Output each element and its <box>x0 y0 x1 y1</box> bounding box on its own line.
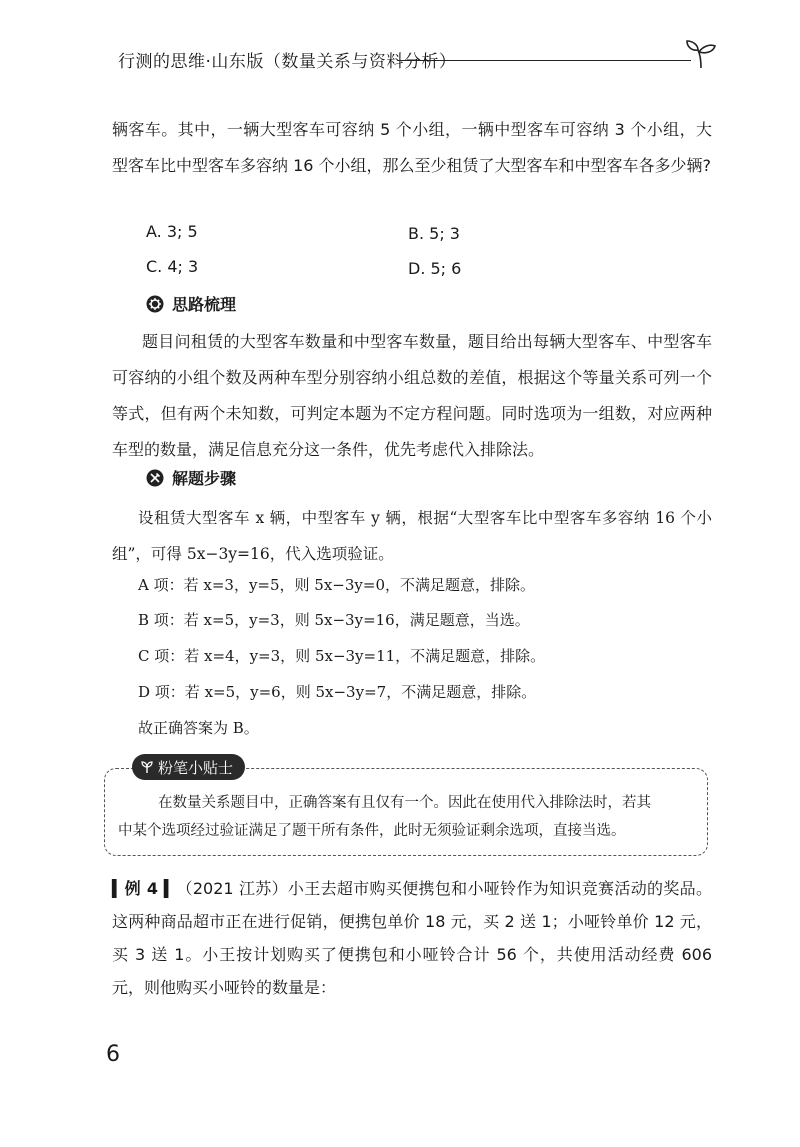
tip-label-text: 粉笔小贴士 <box>158 758 234 777</box>
tools-icon <box>146 469 164 487</box>
example-text: （2021 江苏）小王去超市购买便携包和小哑铃作为知识竞赛活动的奖品。这两种商品超市正在进行促销，便携包单价 18 元，买 2 送 1；小哑铃单价 12 元，买 3 送 1。小王按计划购买了便携包和小哑铃合计 56 个，共使用活动经费 606 元，则他购买小哑铃的数量是： <box>112 879 712 997</box>
tip-line-1: 在数量关系题目中，正确答案有且仅有一个。因此在使用代入排除法时，若其 <box>158 795 651 811</box>
solution-heading <box>146 466 236 489</box>
analysis-title: 思路梳理 <box>172 295 237 314</box>
page-number: 6 <box>106 1042 120 1067</box>
solution-title: 解题步骤 <box>172 469 237 488</box>
option-d: D. 5; 6 <box>408 259 462 278</box>
option-a: A. 3; 5 <box>146 222 198 241</box>
option-c: C. 4; 3 <box>146 257 199 276</box>
option-b: B. 5; 3 <box>408 224 460 243</box>
example-tag: 例 4 <box>124 879 158 898</box>
solution-step: A 项：若 x=3，y=5，则 5x−3y=0，不满足题意，排除。 <box>138 576 535 594</box>
tip-line-2: 中某个选项经过验证满足了题干所有条件，此时无须验证剩余选项，直接当选。 <box>118 823 626 839</box>
analysis-heading <box>146 292 236 315</box>
solution-conclusion: 故正确答案为 B。 <box>138 719 259 737</box>
solution-intro: 设租赁大型客车 x 辆，中型客车 y 辆，根据“大型客车比中型客车多容纳 16 个小组”，可得 5x−3y=16，代入选项验证。 <box>112 509 712 563</box>
solution-step: B 项：若 x=5，y=3，则 5x−3y=16，满足题意，当选。 <box>138 611 530 629</box>
example-4 <box>112 872 712 1004</box>
question-text: 辆客车。其中，一辆大型客车可容纳 5 个小组，一辆中型客车可容纳 3 个小组，大型客车比中型客车多容纳 16 个小组，那么至少租赁了大型客车和中型客车各多少辆? <box>112 120 712 175</box>
example-tag-open: ▍ <box>112 879 125 898</box>
solution-step: D 项：若 x=5，y=6，则 5x−3y=7，不满足题意，排除。 <box>138 683 537 701</box>
header-rule <box>398 60 691 61</box>
tip-label <box>132 754 245 780</box>
gear-icon <box>146 295 164 313</box>
analysis-text: 题目问租赁的大型客车数量和中型客车数量，题目给出每辆大型客车、中型客车可容纳的小组个数及两种车型分别容纳小组总数的差值，根据这个等量关系可列一个等式，但有两个未知数，可判定本题为不定方程问题。同时选项为一组数，对应两种车型的数量，满足信息充分这一条件，优先考虑代入排除法。 <box>112 332 712 459</box>
solution-step: C 项：若 x=4，y=3，则 5x−3y=11，不满足题意，排除。 <box>138 647 546 665</box>
sprout-icon <box>684 38 718 70</box>
sprout-icon <box>140 760 154 774</box>
example-tag-close: ▍ <box>157 879 177 898</box>
running-header: 行测的思维·山东版（数量关系与资料分析） <box>118 52 457 72</box>
